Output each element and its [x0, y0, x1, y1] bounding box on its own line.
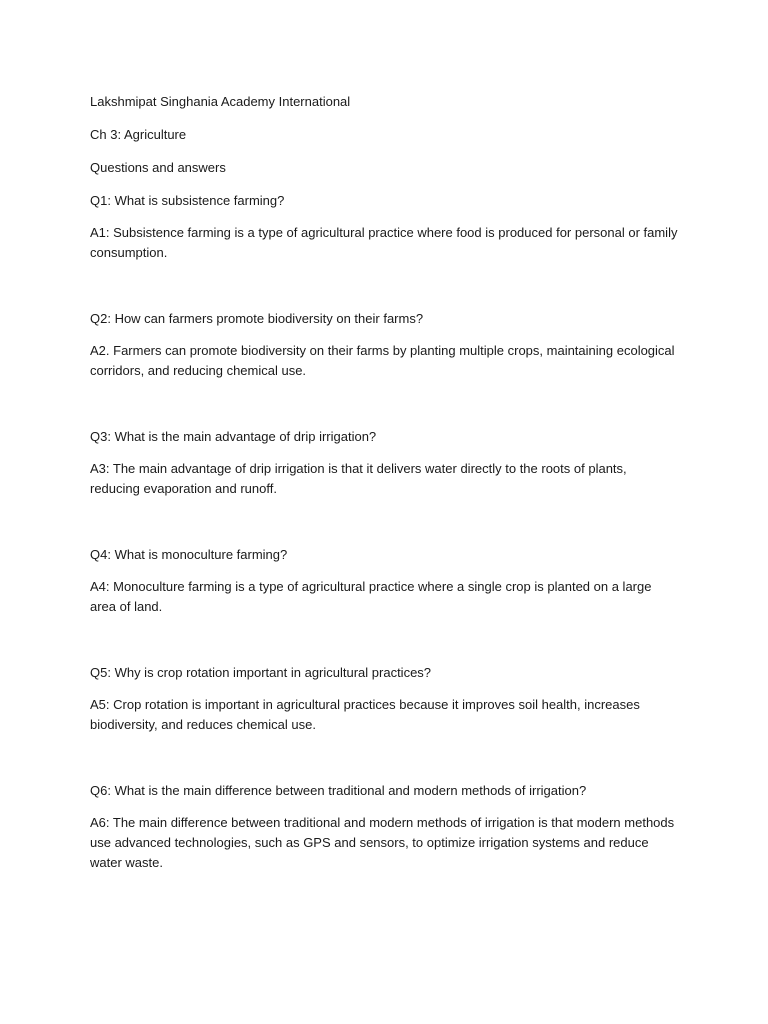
answer-2: A2. Farmers can promote biodiversity on their farms by planting multiple crops, maintaining ecological corridors, and reducing chemical use. — [90, 343, 675, 378]
qa-item-6 — [90, 781, 678, 873]
document-subtitle: Questions and answers — [90, 160, 226, 175]
chapter-title: Ch 3: Agriculture — [90, 127, 187, 142]
question-1: Q1: What is subsistence farming? — [90, 193, 285, 208]
qa-item-5 — [90, 663, 678, 735]
answer-6: A6: The main difference between traditional and modern methods of irrigation is that modern methods use advanced technologies, such as GPS and sensors, to optimize irrigation systems and reduce water waste. — [90, 815, 675, 870]
qa-item-1 — [90, 191, 678, 263]
qa-item-4 — [90, 545, 678, 617]
question-3: Q3: What is the main advantage of drip irrigation? — [90, 429, 377, 444]
question-6: Q6: What is the main difference between traditional and modern methods of irrigation? — [90, 783, 587, 798]
question-4: Q4: What is monoculture farming? — [90, 547, 288, 562]
school-name: Lakshmipat Singhania Academy International — [90, 94, 351, 109]
question-2: Q2: How can farmers promote biodiversity on their farms? — [90, 311, 424, 326]
question-5: Q5: Why is crop rotation important in agricultural practices? — [90, 665, 432, 680]
qa-item-3 — [90, 427, 678, 499]
answer-5: A5: Crop rotation is important in agricultural practices because it improves soil health, increases biodiversity, and reduces chemical use. — [90, 697, 640, 732]
answer-1: A1: Subsistence farming is a type of agricultural practice where food is produced for personal or family consumption. — [90, 225, 678, 260]
answer-4: A4: Monoculture farming is a type of agricultural practice where a single crop is planted on a large area of land. — [90, 579, 652, 614]
qa-item-2 — [90, 309, 678, 381]
answer-3: A3: The main advantage of drip irrigation is that it delivers water directly to the roots of plants, reducing evaporation and runoff. — [90, 461, 627, 496]
